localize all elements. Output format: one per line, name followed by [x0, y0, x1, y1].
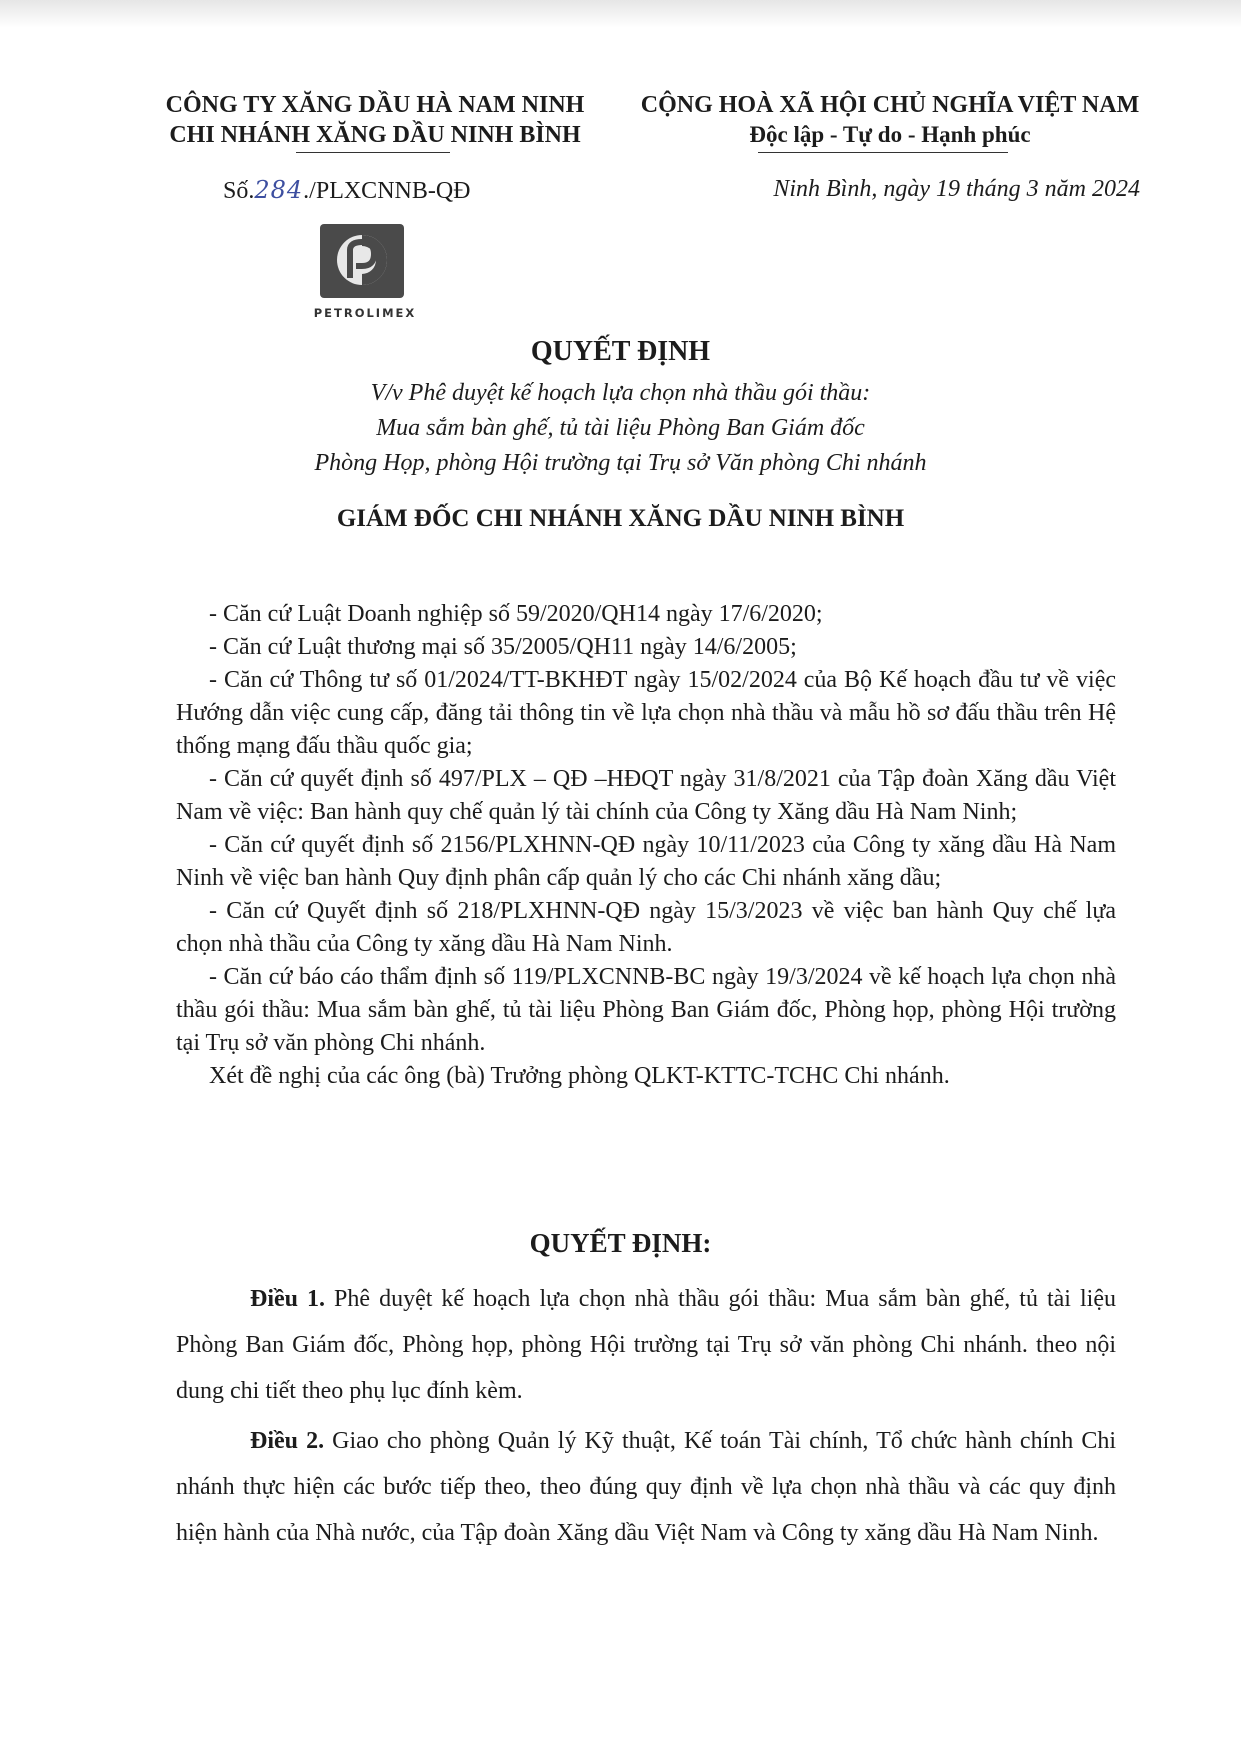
doc-number-suffix: /PLXCNNB-QĐ	[309, 178, 471, 204]
company-name: CÔNG TY XĂNG DẦU HÀ NAM NINH	[165, 92, 585, 118]
country-name: CỘNG HOÀ XÃ HỘI CHỦ NGHĨA VIỆT NAM	[640, 92, 1140, 118]
logo-text: PETROLIMEX	[313, 306, 417, 320]
basis-item: - Căn cứ quyết định số 2156/PLXHNN-QĐ ngày 10/11/2023 của Công ty xăng dầu Hà Nam Ninh về việc ban hành Quy định phân cấp quản lý cho các Chi nhánh xăng dầu;	[176, 832, 1116, 891]
article-text: Phê duyệt kế hoạch lựa chọn nhà thầu gói thầu: Mua sắm bàn ghế, tủ tài liệu Phòng Ban Giám đốc, Phòng họp, phòng Hội trường tại Trụ sở văn phòng Chi nhánh. theo nội dung chi tiết theo phụ lục đính kèm.	[176, 1286, 1116, 1404]
document-title: QUYẾT ĐỊNH	[530, 336, 711, 367]
petrolimex-logo-icon	[320, 224, 404, 298]
basis-item: - Căn cứ Luật Doanh nghiệp số 59/2020/QH14 ngày 17/6/2020;	[209, 601, 823, 627]
national-motto	[620, 90, 1160, 150]
subject-line: Phòng Họp, phòng Hội trường tại Trụ sở Văn phòng Chi nhánh	[314, 450, 927, 476]
subject-line: Mua sắm bàn ghế, tủ tài liệu Phòng Ban Giám đốc	[376, 415, 865, 441]
basis-item: - Căn cứ Thông tư số 01/2024/TT-BKHĐT ngày 15/02/2024 của Bộ Kế hoạch đầu tư về việc Hướng dẫn việc cung cấp, đăng tải thông tin về lựa chọn nhà thầu và mẫu hồ sơ đấu thầu trên Hệ thống mạng đấu thầu quốc gia;	[176, 667, 1116, 759]
issuer-title: GIÁM ĐỐC CHI NHÁNH XĂNG DẦU NINH BÌNH	[336, 505, 905, 532]
right-underline	[758, 152, 1008, 153]
scan-shadow	[0, 0, 1241, 28]
article-label: Điều 2.	[250, 1428, 325, 1454]
basis-item: - Căn cứ Quyết định số 218/PLXHNN-QĐ ngày 15/3/2023 về việc ban hành Quy chế lựa chọn nhà thầu của Công ty xăng dầu Hà Nam Ninh.	[176, 898, 1116, 957]
issuing-organization	[140, 90, 610, 150]
branch-name: CHI NHÁNH XĂNG DẦU NINH BÌNH	[169, 122, 581, 148]
basis-item: - Căn cứ báo cáo thẩm định số 119/PLXCNNB-BC ngày 19/3/2024 về kế hoạch lựa chọn nhà thầu gói thầu: Mua sắm bàn ghế, tủ tài liệu Phòng Ban Giám đốc, Phòng họp, phòng Hội trường tại Trụ sở văn phòng Chi nhánh.	[176, 964, 1116, 1056]
left-underline	[296, 152, 450, 153]
article-2	[176, 1418, 1116, 1556]
doc-number-handwritten: 284	[254, 176, 304, 204]
article-1	[176, 1276, 1116, 1414]
basis-item: - Căn cứ quyết định số 497/PLX – QĐ –HĐQT ngày 31/8/2021 của Tập đoàn Xăng dầu Việt Nam về việc: Ban hành quy chế quản lý tài chính của Công ty Xăng dầu Hà Nam Ninh;	[176, 766, 1116, 825]
article-text: Giao cho phòng Quản lý Kỹ thuật, Kế toán Tài chính, Tổ chức hành chính Chi nhánh thực hiện các bước tiếp theo, theo đúng quy định về lựa chọn nhà thầu và các quy định hiện hành của Nhà nước, của Tập đoàn Xăng dầu Việt Nam và Công ty xăng dầu Hà Nam Ninh.	[176, 1428, 1117, 1546]
subject-line: V/v Phê duyệt kế hoạch lựa chọn nhà thầu gói thầu:	[370, 380, 871, 406]
motto: Độc lập - Tự do - Hạnh phúc	[749, 122, 1031, 147]
subject	[0, 376, 1241, 481]
article-label: Điều 1.	[250, 1286, 326, 1312]
legal-basis	[176, 598, 1116, 1093]
document-number: Số.284./PLXCNNB-QĐ	[223, 176, 471, 204]
date-line: Ninh Bình, ngày 19 tháng 3 năm 2024	[773, 176, 1140, 202]
decision-heading: QUYẾT ĐỊNH:	[529, 1228, 712, 1258]
basis-item: Xét đề nghị của các ông (bà) Trưởng phòng QLKT-KTTC-TCHC Chi nhánh.	[209, 1063, 950, 1089]
articles	[176, 1276, 1116, 1560]
basis-item: - Căn cứ Luật thương mại số 35/2005/QH11 ngày 14/6/2005;	[209, 634, 797, 660]
doc-number-prefix: Số	[223, 178, 249, 204]
